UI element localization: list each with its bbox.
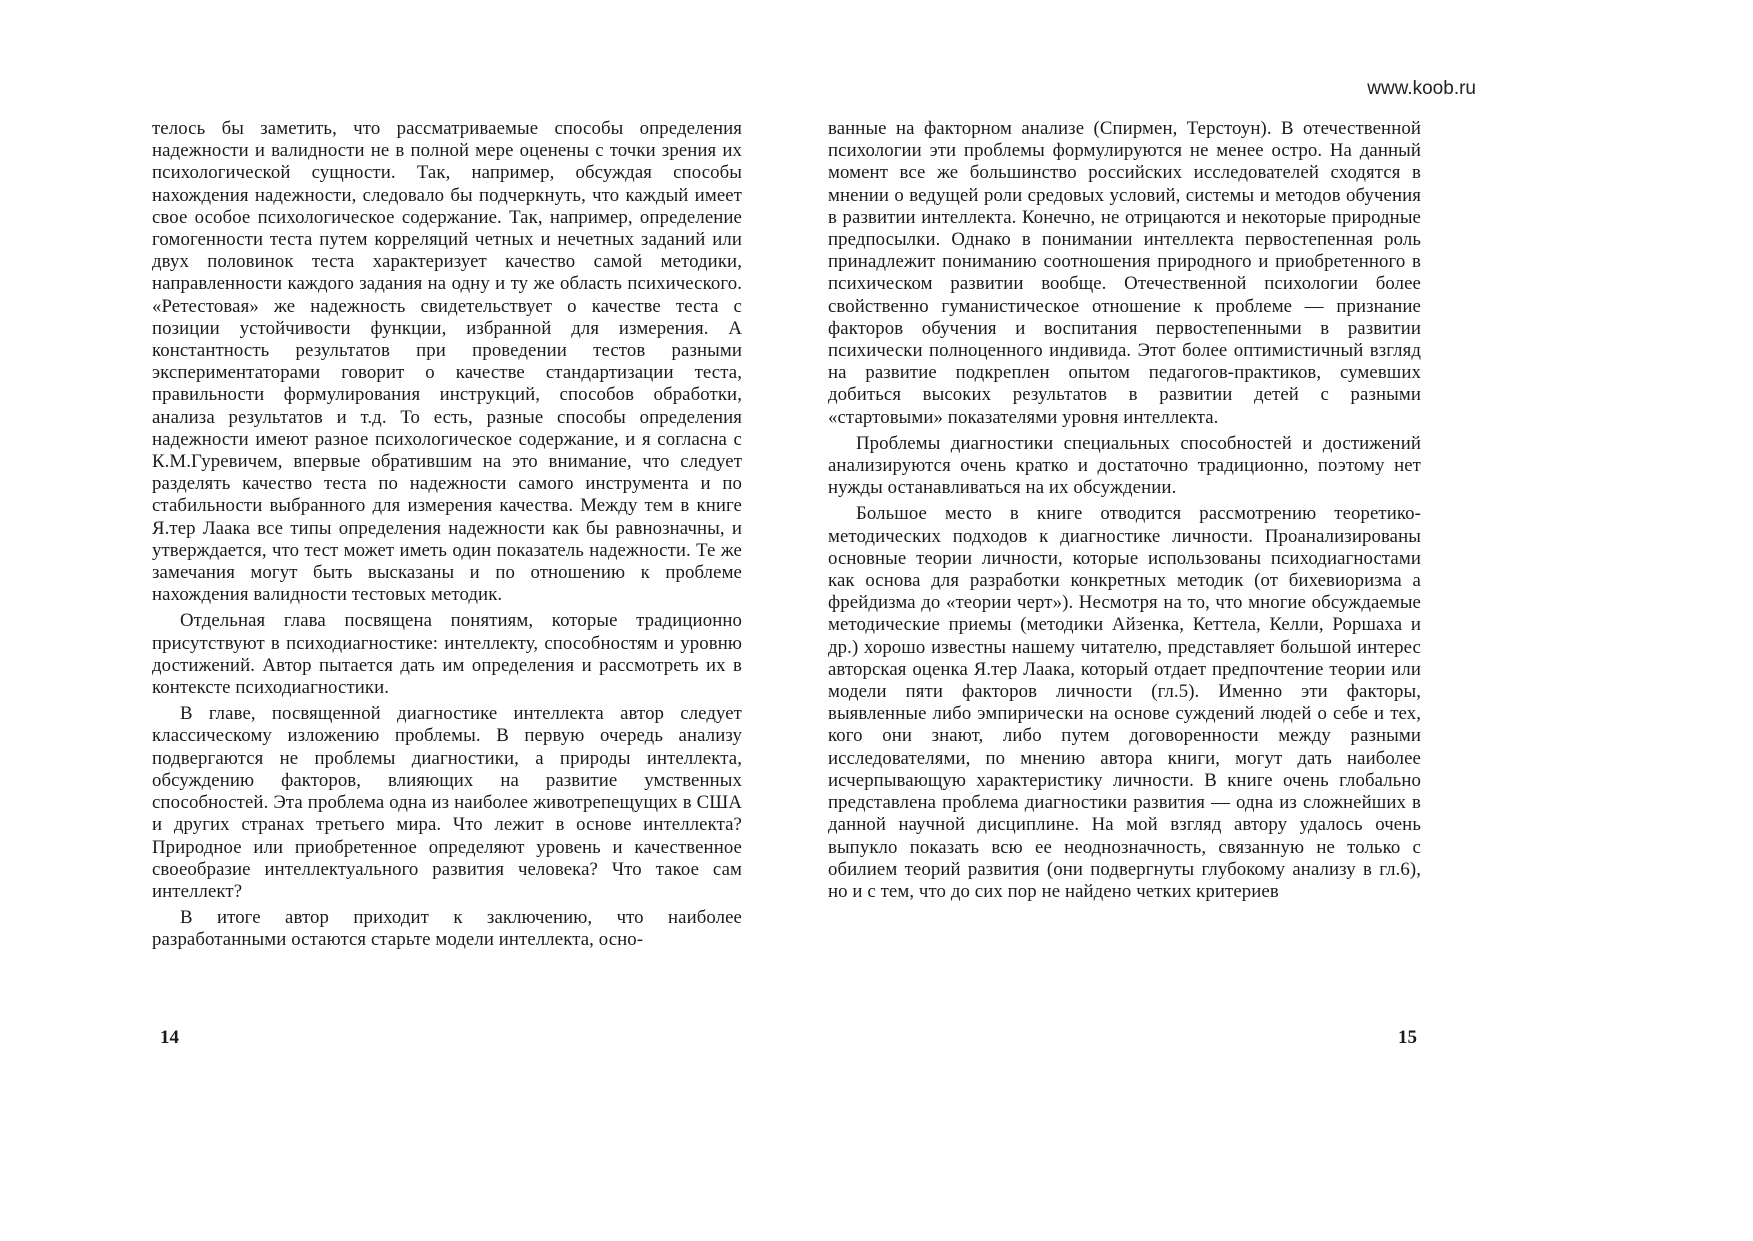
right-page-text	[828, 118, 1421, 907]
left-page-text	[152, 118, 742, 956]
left-paragraph-2: Отдельная глава посвящена понятиям, которые традиционно присутствуют в психодиагностике: интеллекту, способностям и уровню достижений. Автор пытается дать им определения и рассмотреть их в контексте психодиагностики.	[152, 610, 742, 699]
left-page-number: 14	[160, 1027, 179, 1048]
left-paragraph-4: В итоге автор приходит к заключению, что наиболее разработанными остаются старьте модели интеллекта, осно-	[152, 907, 742, 951]
left-paragraph-3: В главе, посвященной диагностике интеллекта автор следует классическому изложению проблемы. В первую очередь анализу подвергаются не проблемы диагностики, а природы интеллекта, обсуждению факторов, влияющих на развитие умственных способностей. Эта проблема одна из наиболее животрепещущих в США и других странах третьего мира. Что лежит в основе интеллекта? Природное или приобретенное определяют уровень и качественное своеобразие интеллектуального развития человека? Что такое сам интеллект?	[152, 703, 742, 902]
left-paragraph-1: телось бы заметить, что рассматриваемые способы определения надежности и валидности не в полной мере оценены с точки зрения их психологической сущности. Так, например, обсуждая способы нахождения надежности, следовало бы подчеркнуть, что каждый имеет свое особое психологическое содержание. Так, например, определение гомогенности теста путем корреляций четных и нечетных заданий или двух половинок теста характеризует качество самой методики, направленности каждого задания на одну и ту же область психического. «Ретестовая» же надежность свидетельствует о качестве теста с позиции устойчивости функции, избранной для измерения. А константность результатов при проведении тестов разными экспериментаторами говорит о качестве стандартизации теста, правильности формулирования инструкций, способов обработки, анализа результатов и т.д. То есть, разные способы определения надежности имеют разное психологическое содержание, и я согласна с К.М.Гуревичем, впервые обратившим на это внимание, что следует разделять качество теста по надежности самого инструмента и по стабильности выбранного для измерения качества. Между тем в книге Я.тер Лаака все типы определения надежности как бы равнозначны, и утверждается, что тест может иметь один показатель надежности. Те же замечания могут быть высказаны и по отношению к проблеме нахождения валидности тестовых методик.	[152, 118, 742, 606]
site-watermark: www.koob.ru	[1367, 78, 1476, 99]
right-paragraph-3: Большое место в книге отводится рассмотрению теоретико-методических подходов к диагностике личности. Проанализированы основные теории личности, которые использованы психодиагностами как основа для разработки конкретных методик (от бихевиоризма а фрейдизма до «теории черт»). Несмотря на то, что многие обсуждаемые методические приемы (методики Айзенка, Кеттела, Келли, Роршаха и др.) хорошо известны нашему читателю, представляет большой интерес авторская оценка Я.тер Лаака, который отдает предпочтение теории или модели пяти факторов личности (гл.5). Именно эти факторы, выявленные либо эмпирически на основе суждений людей о себе и тех, кого они знают, либо путем договоренности между разными исследователями, по мнению автора книги, могут дать наиболее исчерпывающую характеристику личности. В книге очень глобально представлена проблема диагностики развития — одна из сложнейших в данной научной дисциплине. На мой взгляд автору удалось очень выпукло показать всю ее неоднозначность, связанную не только с обилием теорий развития (они подвергнуты глубокому анализу в гл.6), но и с тем, что до сих пор не найдено четких критериев	[828, 503, 1421, 902]
right-page-number: 15	[1398, 1027, 1417, 1048]
right-paragraph-1: ванные на факторном анализе (Спирмен, Терстоун). В отечественной психологии эти проблемы формулируются не менее остро. На данный момент все же большинство российских исследователей сходятся в мнении о ведущей роли средовых условий, системы и методов обучения в развитии интеллекта. Конечно, не отрицаются и некоторые природные предпосылки. Однако в понимании интеллекта первостепенная роль принадлежит пониманию соотношения природного и приобретенного в психическом развитии вообще. Отечественной психологии более свойственно гуманистическое отношение к проблеме — признание факторов обучения и воспитания первостепенными в развитии психически полноценного индивида. Этот более оптимистичный взгляд на развитие подкреплен опытом педагогов-практиков, сумевших добиться высоких результатов в развитии детей с разными «стартовыми» показателями уровня интеллекта.	[828, 118, 1421, 428]
right-paragraph-2: Проблемы диагностики специальных способностей и достижений анализируются очень кратко и достаточно традиционно, поэтому нет нужды останавливаться на их обсуждении.	[828, 432, 1421, 499]
